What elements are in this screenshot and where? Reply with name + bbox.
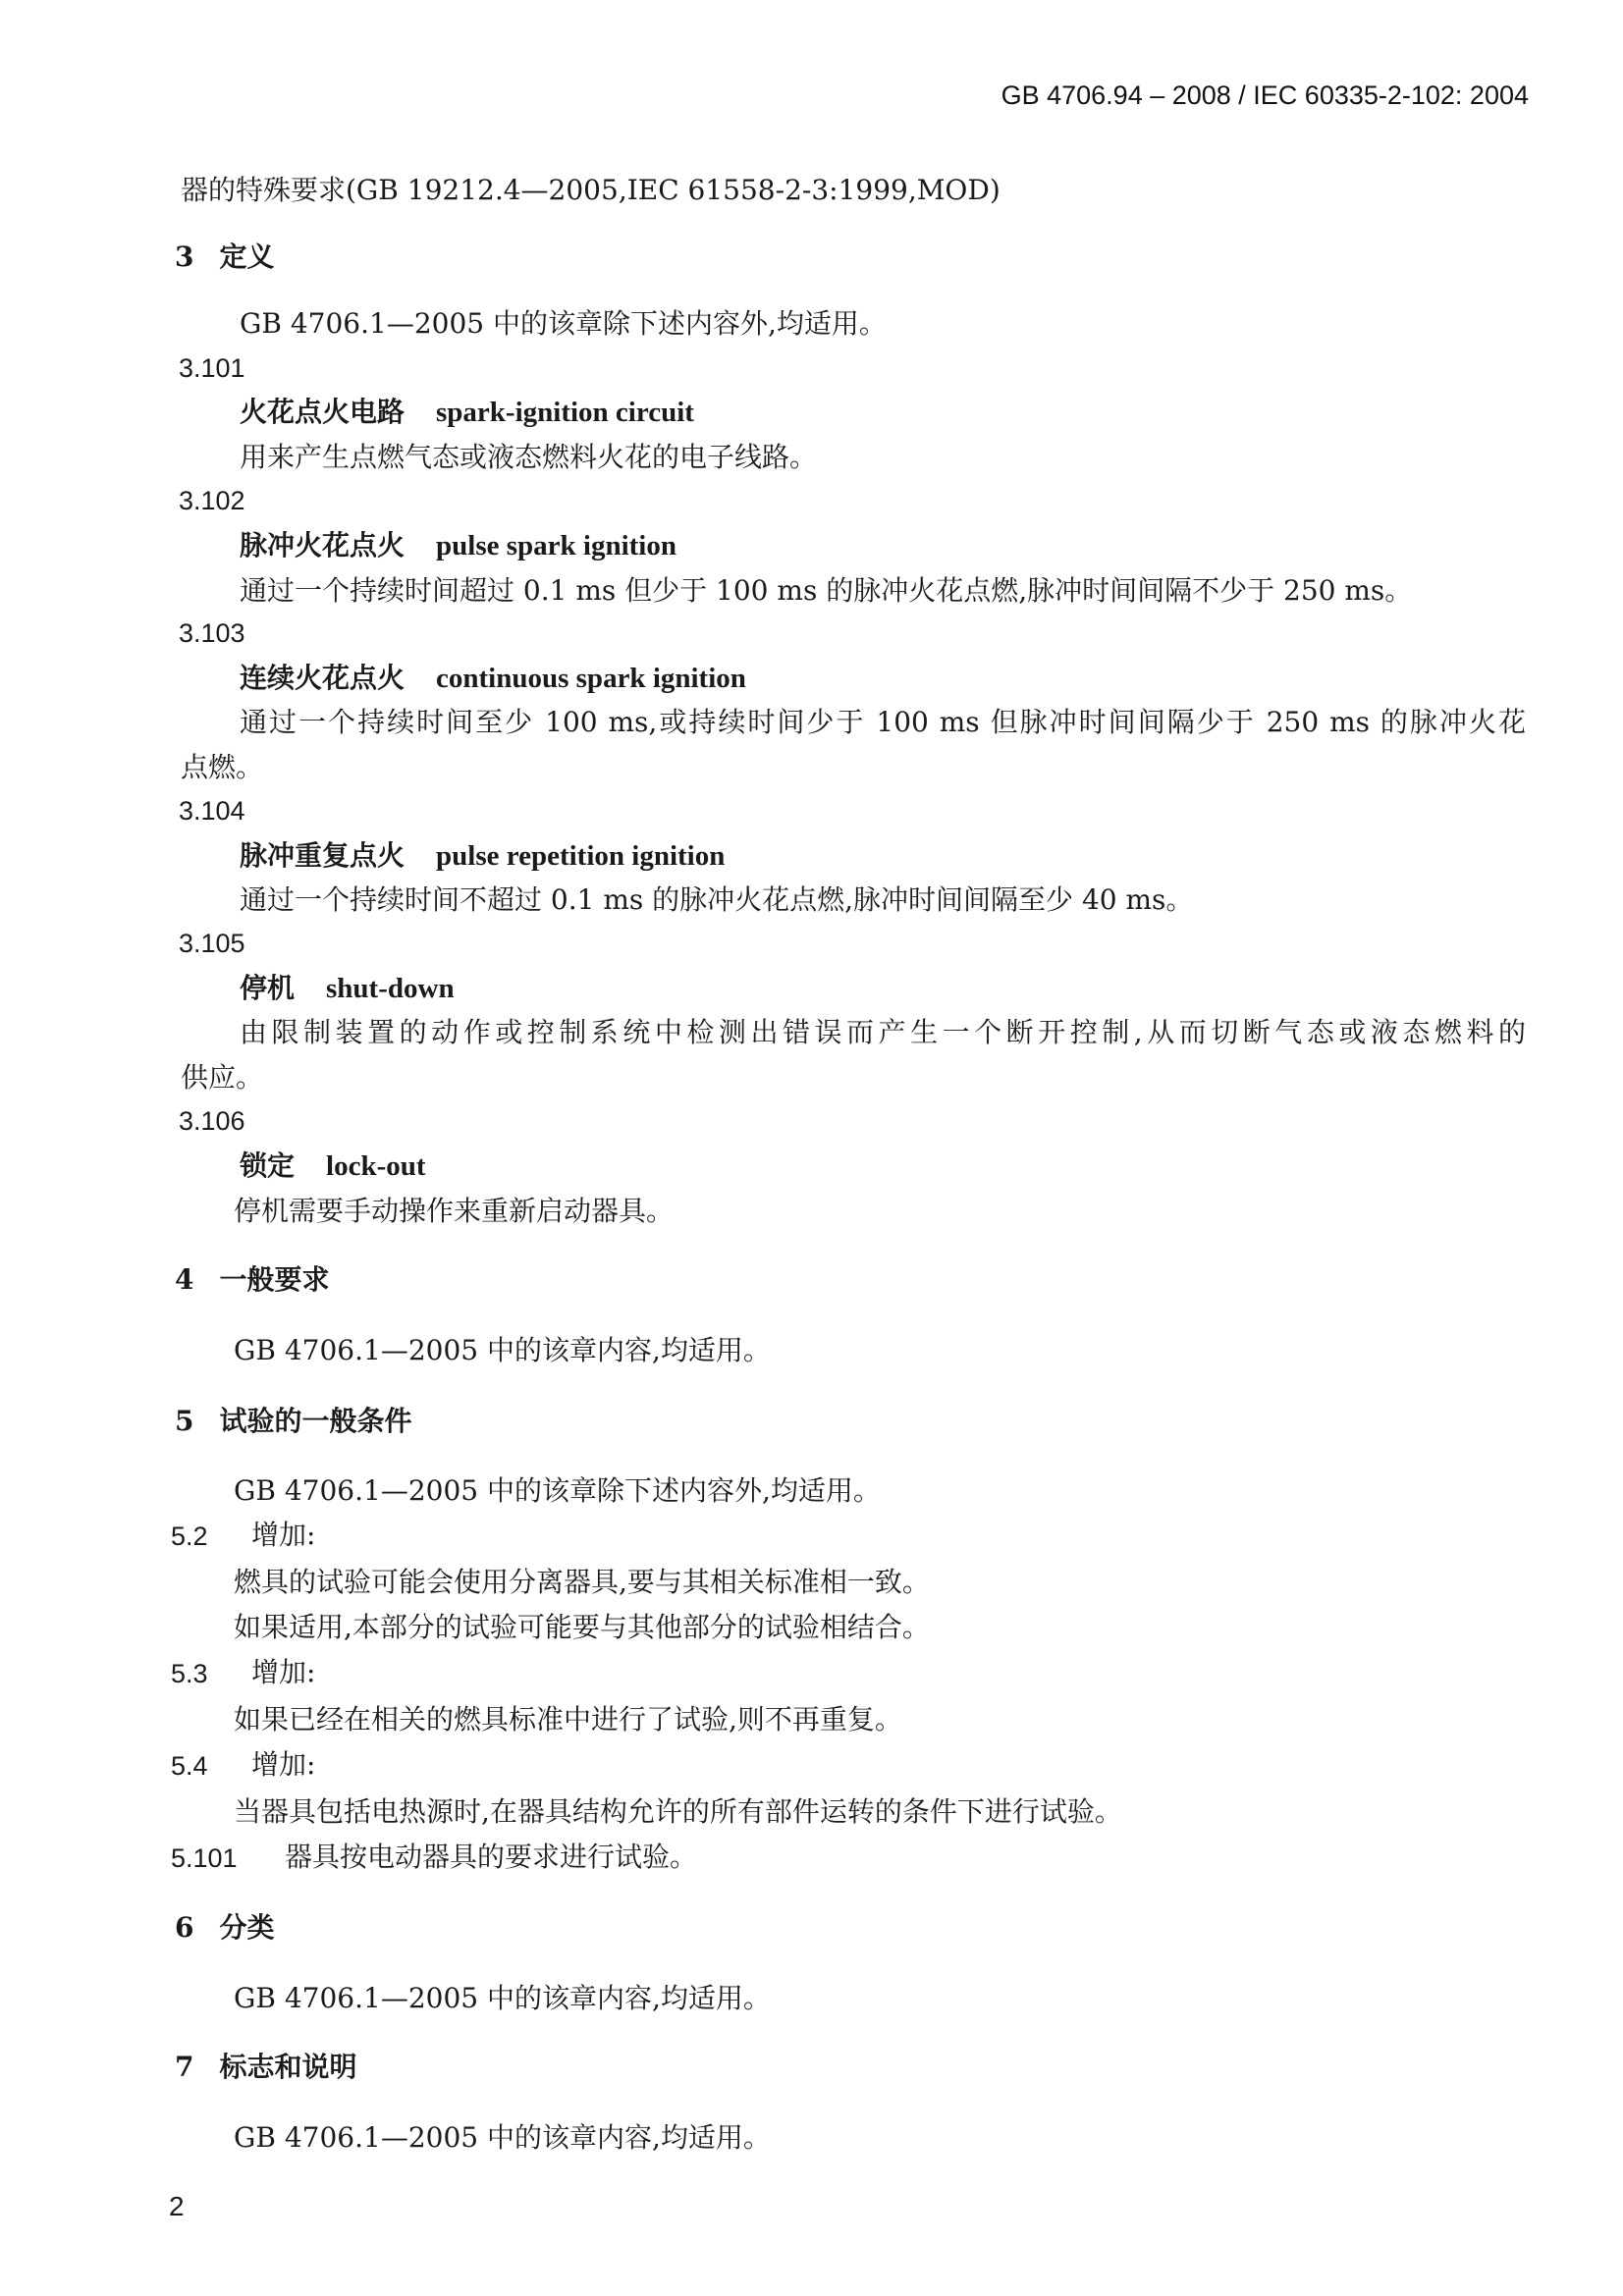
clause-3-103-definition-line-2: 点燃。	[181, 751, 264, 783]
section-4-body: GB 4706.1—2005 中的该章内容,均适用。	[234, 1334, 771, 1366]
term-en: shut-down	[326, 973, 455, 1004]
section-3-number: 3	[175, 240, 194, 273]
clause-3-102-definition: 通过一个持续时间超过 0.1 ms 但少于 100 ms 的脉冲火花点燃,脉冲时间间隔不少于 250 ms。	[240, 574, 1413, 607]
term-zh: 火花点火电路	[240, 396, 406, 428]
section-5-number: 5	[175, 1405, 194, 1437]
section-4-title: 一般要求	[219, 1263, 330, 1296]
term-en: continuous spark ignition	[436, 663, 746, 694]
clause-5-3-number: 5.3	[171, 1659, 208, 1688]
term-zh: 锁定	[240, 1149, 296, 1182]
term-en: spark-ignition circuit	[436, 397, 694, 428]
clause-5-2-line-2: 如果适用,本部分的试验可能要与其他部分的试验相结合。	[234, 1611, 930, 1643]
clause-5-2-line-1: 燃具的试验可能会使用分离器具,要与其相关标准相一致。	[234, 1566, 930, 1598]
clause-5-4-number: 5.4	[171, 1751, 208, 1781]
clause-3-106-definition: 停机需要手动操作来重新启动器具。	[234, 1195, 675, 1227]
section-5-heading	[175, 1405, 412, 1437]
clause-3-101-number: 3.101	[179, 353, 245, 383]
section-3-heading	[175, 240, 275, 273]
clause-3-104-definition: 通过一个持续时间不超过 0.1 ms 的脉冲火花点燃,脉冲时间间隔至少 40 ms。	[240, 883, 1194, 916]
section-7-body: GB 4706.1—2005 中的该章内容,均适用。	[234, 2121, 771, 2154]
clause-3-103-definition-line-1: 通过一个持续时间至少 100 ms,或持续时间少于 100 ms 但脉冲时间间隔少于 250 ms 的脉冲火花	[240, 706, 1526, 738]
term-zh: 连续火花点火	[240, 662, 406, 694]
section-6-heading	[175, 1911, 275, 1944]
clause-3-105-number: 3.105	[179, 929, 245, 958]
intro-continuation: 器的特殊要求(GB 19212.4—2005,IEC 61558-2-3:1999,MOD)	[181, 174, 1001, 206]
section-5-intro: GB 4706.1—2005 中的该章除下述内容外,均适用。	[234, 1474, 881, 1507]
section-4-heading	[175, 1263, 330, 1296]
clause-3-103-number: 3.103	[179, 618, 245, 648]
clause-5-4-label: 增加:	[251, 1748, 316, 1781]
clause-3-101-term	[240, 396, 694, 428]
term-en: pulse spark ignition	[436, 530, 676, 561]
clause-5-3-line-1: 如果已经在相关的燃具标准中进行了试验,则不再重复。	[234, 1703, 902, 1735]
term-zh: 脉冲重复点火	[240, 839, 406, 872]
section-3-title: 定义	[219, 240, 275, 273]
clause-5-101-number: 5.101	[171, 1843, 238, 1873]
section-7-title: 标志和说明	[219, 2051, 357, 2083]
clause-3-105-term	[240, 972, 455, 1004]
section-4-number: 4	[175, 1263, 194, 1296]
term-en: pulse repetition ignition	[436, 840, 726, 872]
term-en: lock-out	[326, 1150, 426, 1182]
clause-3-106-term	[240, 1149, 426, 1182]
clause-3-105-definition-line-1: 由限制装置的动作或控制系统中检测出错误而产生一个断开控制,从而切断气态或液态燃料的	[240, 1016, 1526, 1048]
clause-3-101-definition: 用来产生点燃气态或液态燃料火花的电子线路。	[240, 441, 818, 473]
clause-3-104-number: 3.104	[179, 796, 245, 826]
clause-3-103-term	[240, 662, 746, 694]
term-zh: 脉冲火花点火	[240, 529, 406, 561]
term-zh: 停机	[240, 972, 296, 1004]
section-7-heading	[175, 2051, 357, 2083]
clause-3-105-definition-line-2: 供应。	[181, 1061, 264, 1094]
section-3-intro: GB 4706.1—2005 中的该章除下述内容外,均适用。	[240, 307, 887, 340]
clause-5-3-label: 增加:	[251, 1656, 316, 1688]
standard-header: GB 4706.94 – 2008 / IEC 60335-2-102: 2004	[1001, 80, 1529, 110]
section-6-number: 6	[175, 1911, 194, 1944]
section-7-number: 7	[175, 2051, 194, 2083]
clause-3-102-term	[240, 529, 676, 561]
clause-3-104-term	[240, 839, 726, 872]
clause-5-2-label: 增加:	[251, 1519, 316, 1551]
page-number: 2	[169, 2191, 185, 2221]
section-6-title: 分类	[219, 1911, 275, 1944]
section-6-body: GB 4706.1—2005 中的该章内容,均适用。	[234, 1982, 771, 2014]
clause-3-106-number: 3.106	[179, 1106, 245, 1136]
clause-3-102-number: 3.102	[179, 486, 245, 515]
section-5-title: 试验的一般条件	[219, 1405, 412, 1437]
clause-5-2-number: 5.2	[171, 1522, 208, 1551]
clause-5-4-line-1: 当器具包括电热源时,在器具结构允许的所有部件运转的条件下进行试验。	[234, 1795, 1122, 1828]
clause-5-101-text: 器具按电动器具的要求进行试验。	[285, 1841, 698, 1873]
